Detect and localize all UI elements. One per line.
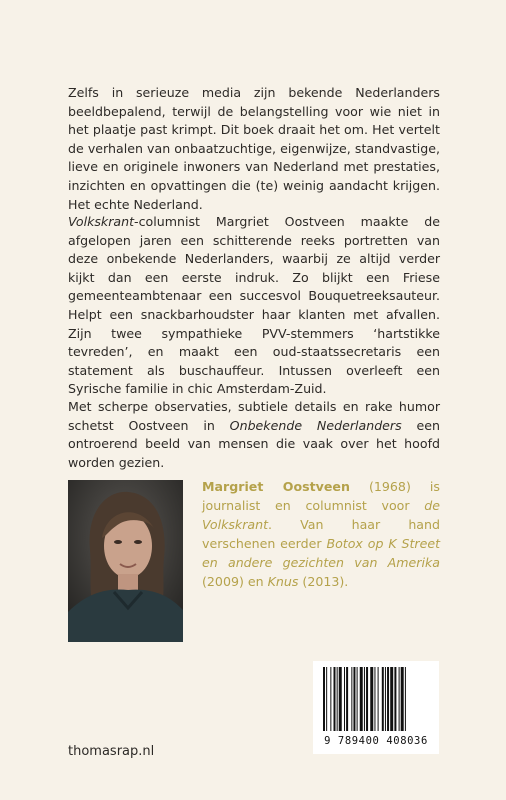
barcode-bar (366, 667, 368, 731)
author-bio (202, 477, 440, 591)
barcode-bar (334, 667, 336, 731)
barcode-bar (374, 667, 375, 731)
barcode-bar (344, 667, 345, 731)
barcode-bar (382, 667, 384, 731)
barcode-bar (378, 667, 379, 731)
barcode-bars (321, 667, 431, 733)
barcode-bar (364, 667, 365, 731)
author-photo (68, 480, 183, 642)
barcode-bar (330, 667, 331, 731)
blurb-paragraph-2-text: -columnist Margriet Oostveen maakte de afgelopen jaren een schitterende reeks portretten van deze onbekende Nederlanders, waarbij ze altijd verder kijkt dan een eerste indruk. Zo blijkt een Friese gemeenteambtenaar een succesvol Bouquetreeksauteur. Helpt een snackbarhoudster haar klanten met afvallen. Zijn twee sympathieke PVV-stemmers ‘hartstikke tevreden’, en maakt een oud-staatssecretaris een statement als buschauffeur. Intussen overleeft een Syrische familie in chic Amsterdam-Zuid. (68, 214, 440, 397)
bio-book-title-1: Botox op K Street en andere gezichten van Amerika (202, 536, 441, 570)
publisher-website: thomasrap.nl (68, 744, 155, 759)
bio-text-1: (1968) is journalist en columnist voor (202, 479, 440, 513)
barcode-bar (346, 667, 348, 731)
barcode-bar (385, 667, 386, 731)
bio-text-3: (2009) en (202, 574, 268, 589)
blurb-paragraph-2 (68, 213, 440, 399)
newspaper-name: Volkskrant (68, 214, 135, 229)
bio-text-2: . Van haar hand verschenen eerder (202, 517, 440, 551)
blurb-paragraph-3-start: Met scherpe observaties, subtiele details en rake humor schetst Oostveen in (68, 399, 440, 433)
barcode-bar (339, 667, 342, 731)
barcode-bar (326, 667, 327, 731)
bio-newspaper: de Volkskrant (202, 498, 440, 532)
barcode-bar (351, 667, 352, 731)
barcode-bar (357, 667, 358, 731)
barcode-bar (399, 667, 400, 731)
barcode (313, 661, 439, 754)
isbn-number: 9 789400 408036 (324, 735, 428, 747)
barcode-bar (370, 667, 373, 731)
barcode-bar (394, 667, 396, 731)
barcode-bar (387, 667, 389, 731)
barcode-bar (360, 667, 363, 731)
barcode-bar (405, 667, 406, 731)
author-name: Margriet Oostveen (202, 479, 350, 494)
blurb-paragraph-1: Zelfs in serieuze media zijn bekende Nederlanders beeldbepalend, terwijl de belangstelling voor wie niet in het plaatje past krimpt. Dit boek draait het om. Het vertelt de verhalen van onbaatzuchtige, eigenwijze, standvastige, lieve en originele inwoners van Nederland met prestaties, inzichten en opvattingen die (te) weinig aandacht krijgen. Het echte Nederland. (68, 85, 440, 212)
bio-text-4: (2013). (298, 574, 349, 589)
book-title: Onbekende Nederlanders (229, 417, 402, 433)
blurb-paragraph-3 (68, 398, 440, 472)
barcode-bar (337, 667, 338, 731)
barcode-bar (353, 667, 355, 731)
barcode-bar (401, 667, 404, 731)
barcode-bar (390, 667, 393, 731)
blurb-paragraph-3-end: een ontroerend beeld van mensen die vaak over het hoofd worden gezien. (68, 417, 440, 470)
bio-book-title-2: Knus (267, 574, 299, 589)
barcode-bar (323, 667, 325, 731)
